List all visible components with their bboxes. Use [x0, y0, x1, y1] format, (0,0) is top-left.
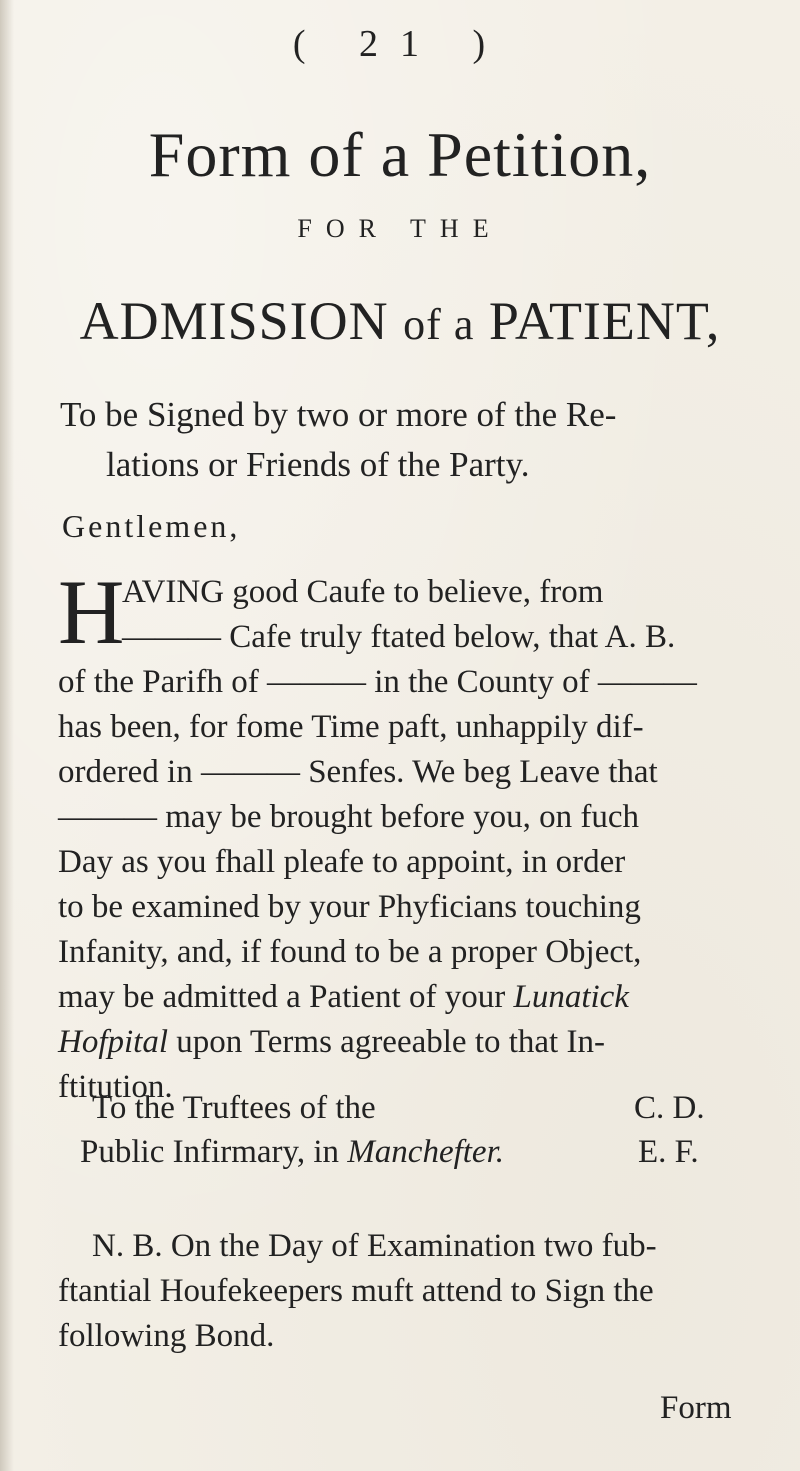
body-line: AVING good Caufe to believe, from — [122, 574, 604, 610]
addressee-line-1: To the Truftees of the — [92, 1090, 376, 1126]
page-number: ( 21 ) — [292, 23, 508, 65]
note-line: following Bond. — [58, 1318, 275, 1354]
body-line-with-italic — [58, 1020, 778, 1065]
note-line: N. B. On the Day of Examination two fub- — [92, 1228, 657, 1264]
body-line: ——— Cafe truly ftated below, that A. B. — [122, 619, 676, 655]
instruction-subtitle — [60, 390, 780, 490]
salutation: Gentlemen, — [62, 508, 241, 544]
body-line: Infanity, and, if found to be a proper Object, — [58, 934, 642, 970]
admission-of-a: of a — [403, 300, 475, 349]
admission-word: ADMISSION — [79, 291, 389, 351]
signatory-ef: E. F. — [638, 1134, 699, 1170]
body-line: ftitution. — [58, 1069, 173, 1105]
body-line: Day as you fhall pleafe to appoint, in order — [58, 844, 626, 880]
signatory-cd: C. D. — [634, 1090, 705, 1126]
body-line-with-italic — [58, 975, 778, 1020]
body-line-text: upon Terms agreeable to that In- — [176, 1024, 605, 1060]
subtitle-line-2: lations or Friends of the Party. — [106, 445, 530, 484]
signatories — [634, 1086, 705, 1174]
catchword: Form — [660, 1390, 732, 1426]
body-line: has been, for fome Time paft, unhappily dif- — [58, 709, 644, 745]
manchester-word: Manchefter. — [347, 1134, 505, 1170]
admission-heading — [0, 290, 800, 352]
lunatick-word: Lunatick — [513, 979, 629, 1015]
note-line: ftantial Houfekeepers muft attend to Sign the — [58, 1273, 654, 1309]
body-line: ——— may be brought before you, on fuch — [58, 799, 640, 835]
addressee-block — [80, 1086, 505, 1174]
subtitle-line-1: To be Signed by two or more of the Re- — [60, 395, 617, 434]
page-title: Form of a Petition, — [148, 119, 652, 190]
body-line-text: may be admitted a Patient of your — [58, 979, 506, 1015]
drop-cap: H — [58, 561, 125, 663]
for-the-heading: FOR THE — [297, 214, 503, 243]
hospital-word: Hofpital — [58, 1024, 169, 1060]
admission-patient: PATIENT, — [488, 291, 721, 351]
body-line: to be examined by your Phyficians touching — [58, 889, 641, 925]
addressee-line-2-text: Public Infirmary, in — [80, 1134, 340, 1170]
addressee-line-2 — [80, 1130, 504, 1174]
nota-bene-note — [58, 1224, 778, 1359]
body-line: ordered in ——— Senfes. We beg Leave that — [58, 754, 658, 790]
petition-body — [58, 570, 778, 1110]
body-line: of the Parifh of ——— in the County of ——— — [58, 664, 697, 700]
